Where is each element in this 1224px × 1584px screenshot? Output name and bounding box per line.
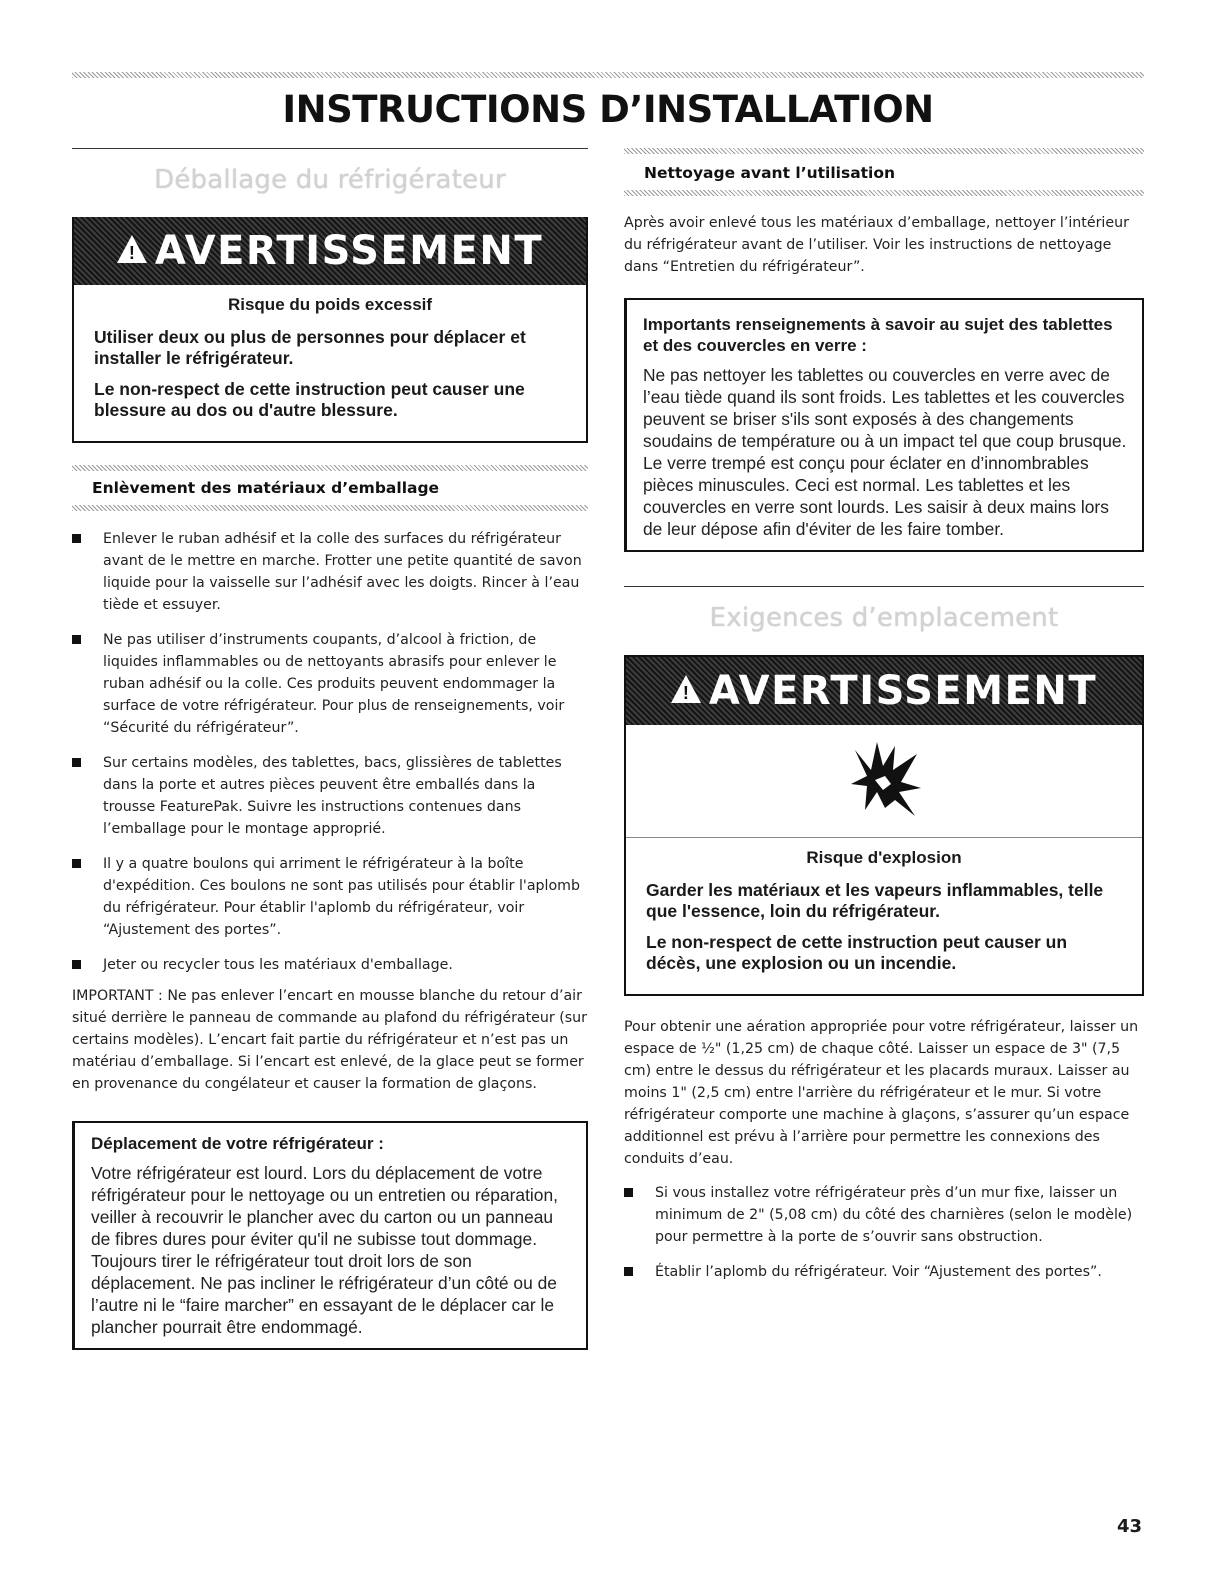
alert-triangle-icon [117,235,147,263]
location-heading: Exigences d’emplacement [709,603,1059,633]
moving-box-title: Déplacement de votre réfrigérateur : [91,1134,384,1153]
cleaning-heading: Nettoyage avant l’utilisation [644,164,896,182]
list-item: Jeter ou recycler tous les matériaux d'emballage. [72,954,588,976]
glass-box-title: Importants renseignements à savoir au sujet des tablettes et des couvercles en verre : [643,315,1113,355]
warning-title: AVERTISSEMENT [708,668,1098,714]
list-item: Ne pas utiliser d’instruments coupants, d’alcool à friction, de liquides inflammables ou de nettoyants abrasifs pour enlever le ruban adhésif ou la colle. Ces produits peuvent endommager la surface de votre réfrigérateur. Pour plus de renseignements, voir “Sécurité du réfrigérateur”. [72,629,588,739]
glass-box-text: Ne pas nettoyer les tablettes ou couvercles en verre avec de l’eau tiède quand ils sont froids. Les tablettes et les couvercles peuvent se briser s'ils sont exposés à des changements soudains de température ou à un impact tel que coup brusque. Le verre trempé est conçu pour éclater en d’innombrables pièces minuscules. Ceci est normal. Les tablettes et les couvercles en verre sont lourds. Les saisir à deux mains lors de leur dépose afin d'éviter de les faire tomber. [643,365,1127,539]
removal-heading: Enlèvement des matériaux d’emballage [92,479,440,497]
texture-rule [72,505,588,511]
warning-body [74,295,586,441]
warning-instruction: Garder les matériaux et les vapeurs inflammables, telle que l'essence, loin du réfrigérateur. [646,880,1104,921]
weight-warning-box [72,217,588,443]
warning-instruction: Utiliser deux ou plus de personnes pour déplacer et installer le réfrigérateur. [94,327,526,368]
section-rule [624,586,1144,587]
list-item: Si vous installez votre réfrigérateur près d’un mur fixe, laisser un minimum de 2" (5,08 cm) du côté des charnières (selon le modèle) pour permettre à la porte de s’ouvrir sans obstruction. [624,1182,1144,1248]
texture-rule [624,190,1144,196]
explosion-icon [839,736,929,826]
top-texture-rule [72,72,1144,78]
section-rule [72,148,588,149]
warning-banner [626,657,1142,725]
important-note: IMPORTANT : Ne pas enlever l’encart en mousse blanche du retour d’air situé derrière le panneau de commande au plafond du réfrigérateur (sur certains modèles). L’encart fait partie du réfrigérateur et n’est pas un matériau d’emballage. Si l’encart est enlevé, de la glace peut se former en provenance du congélateur et causer la formation de glaçons. [72,988,587,1092]
location-text: Pour obtenir une aération appropriée pour votre réfrigérateur, laisser un espace de ½" (1,25 cm) de chaque côté. Laisser un espace de 3" (7,5 cm) entre le dessus du réfrigérateur et les placards muraux. Laisser au moins 1" (2,5 cm) entre l'arrière du réfrigérateur et le mur. Si votre réfrigérateur comporte une machine à glaçons, s’assurer qu’un espace additionnel est prévu à l’arrière pour permettre les connexions des conduits d’eau. [624,1019,1139,1167]
list-item: Sur certains modèles, des tablettes, bacs, glissières de tablettes dans la porte et autres pièces peuvent être emballés dans la trousse FeaturePak. Suivre les instructions contenues dans l’emballage pour le montage approprié. [72,752,588,840]
list-item: Il y a quatre boulons qui arriment le réfrigérateur à la boîte d'expédition. Ces boulons ne sont pas utilisés pour établir l'aplomb du réfrigérateur. Pour établir l'aplomb du réfrigérateur, voir “Ajustement des portes”. [72,853,588,941]
right-column [624,148,1144,1296]
glass-info-box [624,298,1144,552]
warning-consequence: Le non-respect de cette instruction peut causer un décès, une explosion ou un incendie. [646,932,1068,973]
list-item: Établir l’aplomb du réfrigérateur. Voir “Ajustement des portes”. [624,1261,1144,1283]
warning-consequence: Le non-respect de cette instruction peut causer une blessure au dos ou d'autre blessure. [94,379,525,420]
page-number: 43 [1116,1516,1142,1537]
page-title: INSTRUCTIONS D’INSTALLATION [282,88,934,131]
warning-banner [74,217,586,285]
moving-box-text: Votre réfrigérateur est lourd. Lors du déplacement de votre réfrigérateur pour le nettoyage ou un entretien ou réparation, veiller à recouvrir le plancher avec du carton ou un panneau de fibres dures pour éviter qu'il ne subisse tout dommage. Toujours tirer le réfrigérateur tout droit lors de son déplacement. Ne pas incliner le réfrigérateur d’un côté ou de l’autre ni le “faire marcher” en essayant de le déplacer car le plancher pourrait être endommagé. [91,1163,558,1337]
list-item: Enlever le ruban adhésif et la colle des surfaces du réfrigérateur avant de le mettre en marche. Frotter une petite quantité de savon liquide pour la vaisselle sur l’adhésif avec les doigts. Rincer à l’eau tiède et essuyer. [72,528,588,616]
explosion-warning-box [624,655,1144,996]
warning-body [626,848,1142,994]
location-bullet-list [624,1182,1144,1283]
unpacking-heading: Déballage du réfrigérateur [154,165,506,195]
warning-title: AVERTISSEMENT [154,228,544,274]
removal-bullet-list [72,528,588,976]
hazard-label: Risque du poids excessif [227,295,433,314]
hazard-label: Risque d'explosion [806,848,962,867]
left-column [72,148,588,1350]
moving-info-box [72,1121,588,1350]
cleaning-text: Après avoir enlevé tous les matériaux d’emballage, nettoyer l’intérieur du réfrigérateur avant de l’utiliser. Voir les instructions de nettoyage dans “Entretien du réfrigérateur”. [624,215,1129,275]
alert-triangle-icon [671,675,701,703]
explosion-graphic-area [626,725,1142,838]
